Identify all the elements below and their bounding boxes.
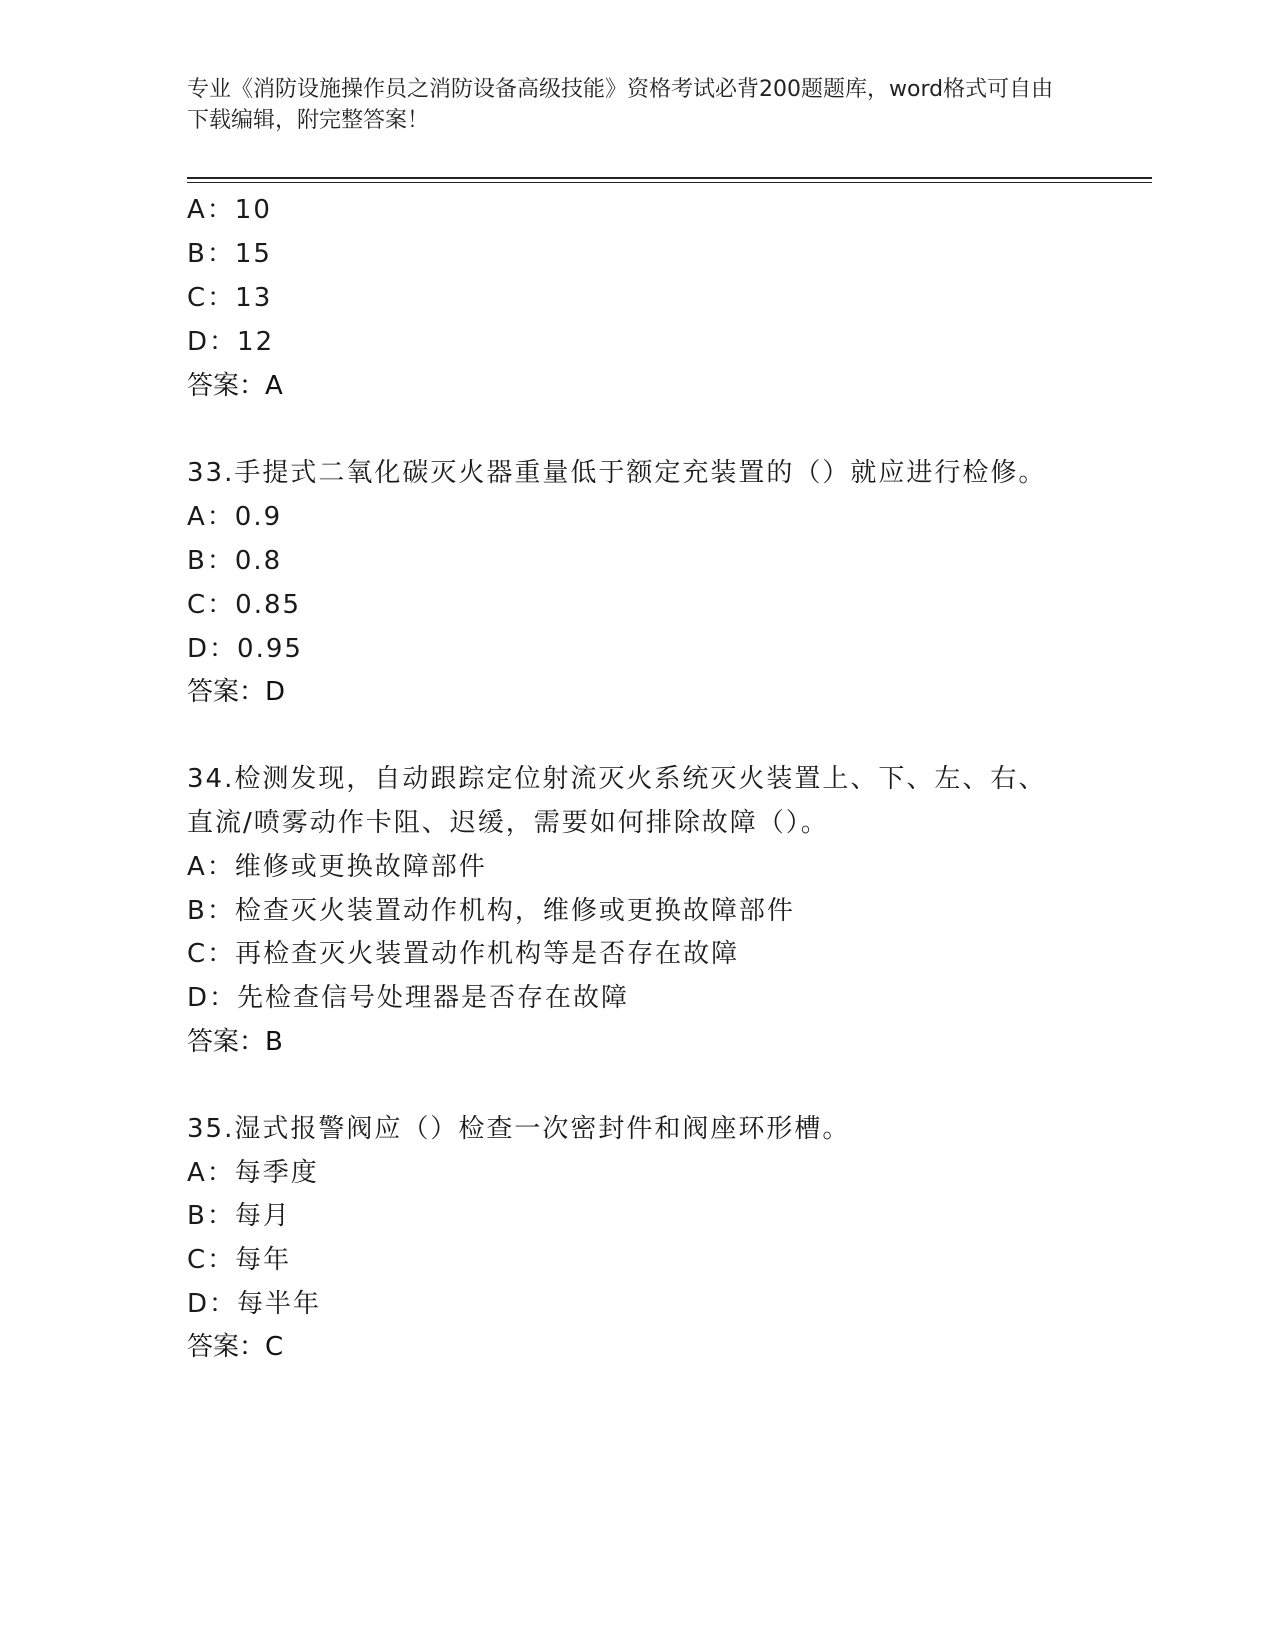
q34-option-a: A：维修或更换故障部件 — [187, 852, 487, 882]
q33-option-b: B：0.8 — [187, 546, 283, 576]
q32-answer: 答案：A — [187, 371, 283, 401]
header-divider-thick — [187, 177, 1152, 179]
q34-question-line-1: 34.检测发现，自动跟踪定位射流灭火系统灭火装置上、下、左、右、 — [187, 764, 1047, 794]
q34-option-c: C：再检查灭火装置动作机构等是否存在故障 — [187, 939, 740, 969]
q35-answer: 答案：C — [187, 1332, 284, 1362]
document-header: 专业《消防设施操作员之消防设备高级技能》资格考试必背200题题库，word格式可自由下载编辑，附完整答案！ — [187, 77, 1054, 133]
q33-question: 33.手提式二氧化碳灭火器重量低于额定充装置的（）就应进行检修。 — [187, 458, 1047, 488]
q33-option-d: D：0.95 — [187, 634, 303, 664]
q33-option-a: A：0.9 — [187, 502, 283, 532]
q34-option-b: B：检查灭火装置动作机构，维修或更换故障部件 — [187, 896, 795, 926]
q35-option-b: B：每月 — [187, 1201, 291, 1231]
header-divider-thin — [187, 182, 1152, 183]
q32-option-c: C：13 — [187, 283, 273, 313]
q34-answer: 答案：B — [187, 1027, 283, 1057]
q35-option-d: D：每半年 — [187, 1289, 322, 1319]
q34-option-d: D：先检查信号处理器是否存在故障 — [187, 983, 630, 1013]
q32-option-a: A：10 — [187, 195, 272, 225]
q35-option-c: C：每年 — [187, 1245, 292, 1275]
q33-option-c: C：0.85 — [187, 590, 302, 620]
q33-answer: 答案：D — [187, 677, 286, 707]
q34-question-line-2: 直流/喷雾动作卡阻、迟缓，需要如何排除故障（）。 — [187, 808, 829, 838]
q32-option-b: B：15 — [187, 239, 272, 269]
q35-option-a: A：每季度 — [187, 1158, 319, 1188]
q32-option-d: D：12 — [187, 327, 275, 357]
q35-question: 35.湿式报警阀应（）检查一次密封件和阀座环形槽。 — [187, 1114, 851, 1144]
